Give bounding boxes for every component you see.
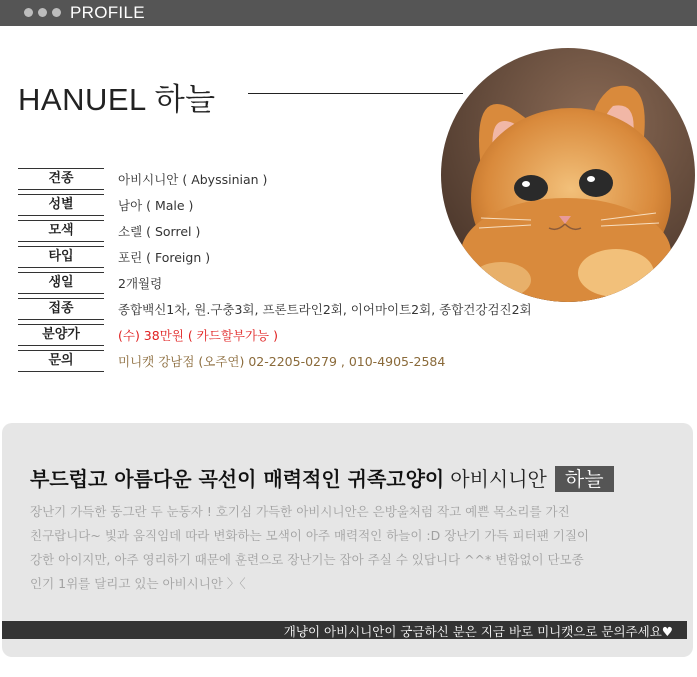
row-label: 타입 <box>18 246 104 268</box>
dot-icon <box>24 8 33 17</box>
headline-text: 부드럽고 아름다운 곡선이 매력적인 귀족고양이 <box>30 467 445 491</box>
row-label: 견종 <box>18 168 104 190</box>
info-row-contact <box>18 350 618 376</box>
description-line: 강한 아이지만, 아주 영리하기 때문에 훈련으로 장난기는 잡아 주실 수 있답니다 ^^* 변함없이 단모종 <box>30 552 584 567</box>
row-value: 포린 ( Foreign ) <box>118 250 211 265</box>
info-row-breed <box>18 168 618 194</box>
info-row-color <box>18 220 618 246</box>
row-value: 남아 ( Male ) <box>118 198 194 213</box>
info-row-birthday <box>18 272 618 298</box>
row-label: 생일 <box>18 272 104 294</box>
contact-value: 미니캣 강남점 (오주연) 02-2205-0279 , 010-4905-2584 <box>118 354 446 369</box>
dot-icon <box>52 8 61 17</box>
row-label: 분양가 <box>18 324 104 346</box>
profile-header-bar <box>0 0 697 26</box>
title-divider <box>248 93 463 94</box>
footer-text: 개냥이 아비시니안이 궁금하신 분은 지금 바로 미니캣으로 문의주세요♥ <box>283 624 673 639</box>
description-line: 장난기 가득한 동그란 두 눈동자 ! 호기심 가득한 아비시니안은 은방울처럼 작고 예쁜 목소리를 가진 <box>30 504 570 519</box>
name-badge: 하늘 <box>555 466 614 492</box>
row-label: 성별 <box>18 194 104 216</box>
headline-breed: 아비시니안 <box>450 467 547 491</box>
description-line: 친구랍니다~ 빛과 움직임데 따라 변화하는 모색이 아주 매력적인 하늘이 :D 장난기 가득 피터팬 기질이 <box>30 528 589 543</box>
footer-bar <box>2 621 687 639</box>
info-row-price <box>18 324 618 350</box>
price-value: (수) 38만원 ( 카드할부가능 ) <box>118 328 278 343</box>
row-label: 접종 <box>18 298 104 320</box>
description-line: 인기 1위를 달리고 있는 아비시니안 〉〈 <box>30 576 246 591</box>
info-row-gender <box>18 194 618 220</box>
row-value: 종합백신1차, 원.구충3회, 프론트라인2회, 이어마이트2회, 종합건강검진2회 <box>118 302 532 317</box>
header-dots <box>24 8 61 17</box>
pet-name-title: HANUEL 하늘 <box>18 82 216 117</box>
header-title: PROFILE <box>70 3 145 22</box>
row-value: 2개월령 <box>118 276 163 291</box>
description-text <box>30 500 670 596</box>
row-value: 아비시니안 ( Abyssinian ) <box>118 172 268 187</box>
row-label: 문의 <box>18 350 104 372</box>
info-row-type <box>18 246 618 272</box>
row-value: 소렐 ( Sorrel ) <box>118 224 201 239</box>
row-label: 모색 <box>18 220 104 242</box>
description-headline <box>30 463 614 492</box>
info-row-vaccination <box>18 298 618 324</box>
dot-icon <box>38 8 47 17</box>
